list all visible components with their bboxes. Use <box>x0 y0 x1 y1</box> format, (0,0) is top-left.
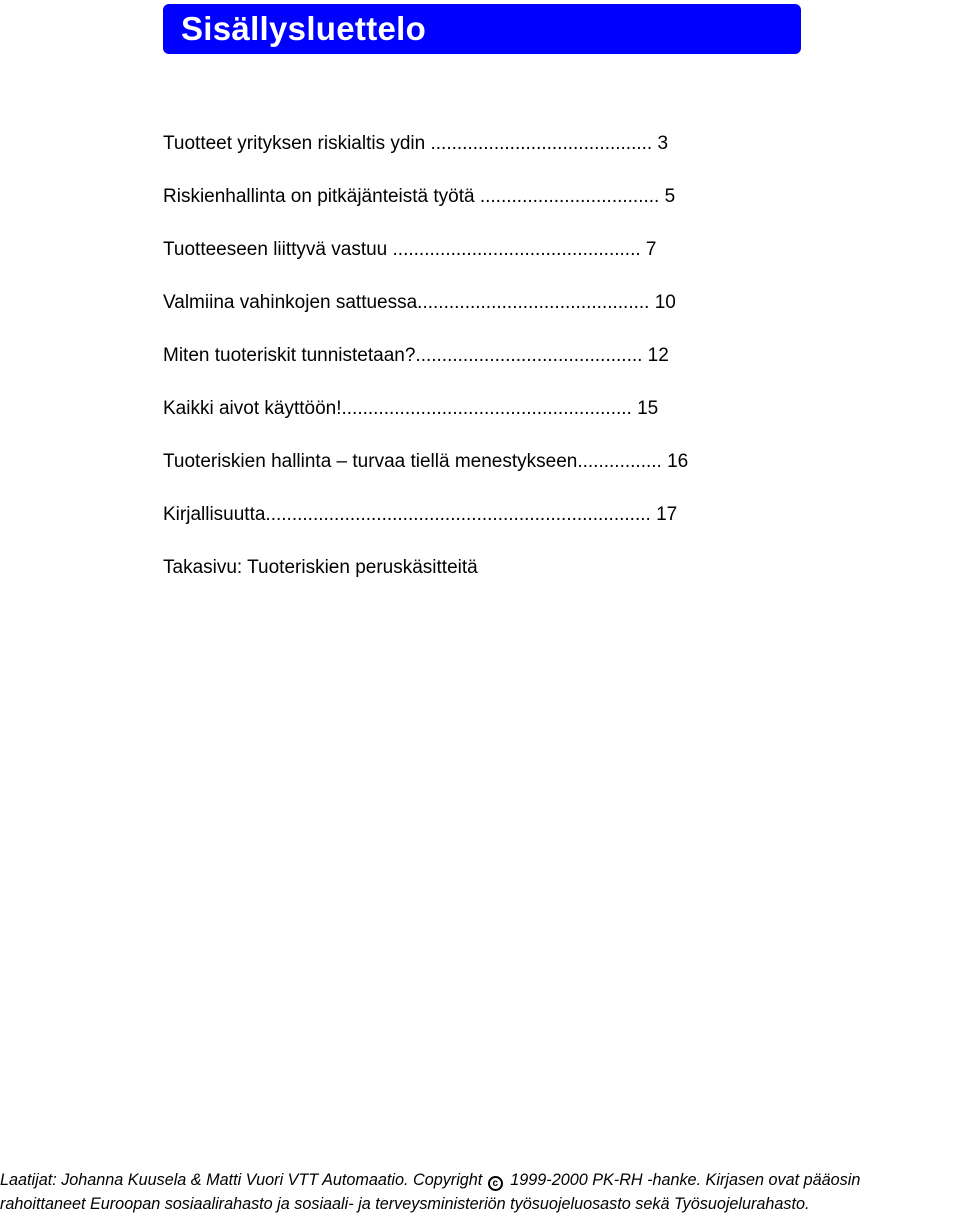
toc-entry-text: Valmiina vahinkojen sattuessa............................................ 10 <box>163 292 676 313</box>
toc-entry <box>163 287 823 340</box>
toc-entry-text: Takasivu: Tuoteriskien peruskäsitteitä <box>163 557 478 578</box>
toc-entry <box>163 446 823 499</box>
toc-entry-text: Tuotteet yrityksen riskialtis ydin .......................................... 3 <box>163 133 669 154</box>
toc-entry <box>163 340 823 393</box>
page-title: Sisällysluettelo <box>181 10 427 47</box>
toc-entry <box>163 234 823 287</box>
footer-line-2: rahoittaneet Euroopan sosiaalirahasto ja sosiaali- ja terveysministeriön työsuojeluosasto sekä Työsuojelurahasto. <box>0 1195 810 1213</box>
copyright-icon: c <box>488 1176 503 1191</box>
toc-entry-text: Miten tuoteriskit tunnistetaan?........................................... 12 <box>163 345 669 366</box>
footer-line-1-end: 1999-2000 PK-RH -hanke. Kirjasen ovat pääosin <box>510 1171 861 1189</box>
toc-entry <box>163 128 823 181</box>
toc-entry-text: Tuoteriskien hallinta – turvaa tiellä menestykseen................ 16 <box>163 451 689 472</box>
footer-line-1-start: Laatijat: Johanna Kuusela & Matti Vuori VTT Automaatio. Copyright <box>0 1171 483 1189</box>
toc-entry-text: Riskienhallinta on pitkäjänteistä työtä .................................. 5 <box>163 186 676 207</box>
footer-credits <box>0 1168 960 1216</box>
toc-entry-text: Kirjallisuutta......................................................................... 17 <box>163 504 678 525</box>
toc-entry-text: Tuotteeseen liittyvä vastuu ............................................... 7 <box>163 239 657 260</box>
toc-entry <box>163 499 823 552</box>
title-banner <box>163 4 801 54</box>
footer-line-1 <box>0 1168 960 1192</box>
table-of-contents <box>163 128 823 605</box>
toc-entry <box>163 393 823 446</box>
toc-entry <box>163 181 823 234</box>
toc-entry <box>163 552 823 605</box>
toc-entry-text: Kaikki aivot käyttöön!....................................................... 15 <box>163 398 659 419</box>
